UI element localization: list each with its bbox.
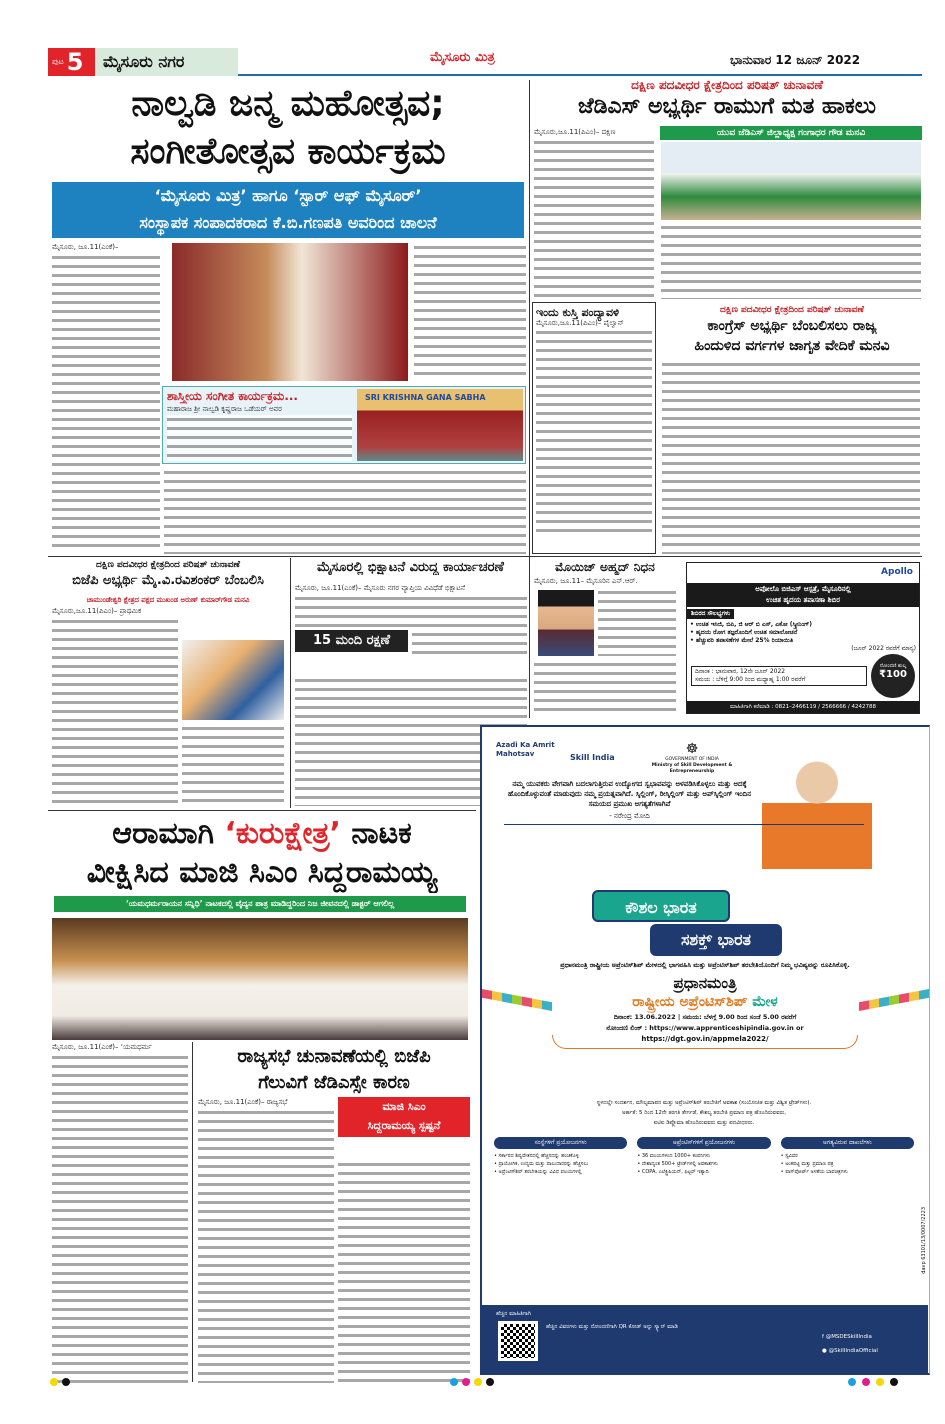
- eligibility-2: ಅರ್ಹತೆ: 5 ರಿಂದ 12ನೇ ತರಗತಿ ತೇರ್ಗಡೆ, ಕೌಶಲ್ಯ ತರಬೇತಿ ಪ್ರಮಾಣ ಪತ್ರ ಹೊಂದಿರುವವರು,: [621, 1110, 787, 1116]
- column-divider: [529, 80, 530, 560]
- wrestling-headline: ಇಂದು ಕುಸ್ತಿ ಪಂದ್ಯಾವಳಿ: [536, 306, 619, 319]
- divider: [504, 824, 864, 825]
- congress-body: [662, 360, 920, 554]
- column-item: • ಸರ್ಕಾರದ ಶಿಷ್ಯವೇತನದಲ್ಲಿ ಹೆಚ್ಚಿನದನ್ನು ಹಂಚಿಕೊಳ್ಳಿ: [494, 1153, 579, 1159]
- registration-dot: [876, 1378, 884, 1386]
- column-item: • ಸ್ವವಿವರ: [780, 1153, 798, 1159]
- header-rule: [238, 74, 922, 76]
- apollo-schedule: [691, 666, 867, 686]
- page-number: 5: [66, 48, 84, 76]
- apollo-phone: ಮಾಹಿತಿಗಾಗಿ ಕರೆಮಾಡಿ : 0821–2466119 / 2566666 / 4242788: [687, 701, 919, 713]
- facebook-text: @MSDESkillIndia: [825, 1334, 872, 1340]
- classical-music-box: [162, 386, 526, 464]
- box-line2: ಸಿದ್ದರಾಮಯ್ಯ ಸ್ಪಷ್ಟನೆ: [367, 1119, 441, 1132]
- kurukshetra-body: [52, 1053, 188, 1383]
- registration-dot: [890, 1378, 898, 1386]
- mela-title-2: [552, 994, 858, 1011]
- apollo-fee-label: ನೋಂದಣಿ ಶುಲ್ಕ: [879, 663, 907, 669]
- apollo-title-band: [687, 583, 919, 607]
- registration-dot: [450, 1378, 458, 1386]
- lead-body-col1: [52, 253, 160, 553]
- lead-banner-line1: ‘ಮೈಸೂರು ಮಿತ್ರ’ ಹಾಗೂ ‘ಸ್ಟಾರ್ ಆಫ್ ಮೈಸೂರ್’: [154, 186, 422, 205]
- page-label: ಪುಟ: [52, 57, 64, 66]
- facebook-handle[interactable]: [822, 1333, 872, 1342]
- wrestling-box: [532, 302, 656, 554]
- kurukshetra-headline-line2: ವೀಕ್ಷಿಸಿದ ಮಾಜಿ ಸಿಎಂ ಸಿದ್ದರಾಮಯ್ಯ: [86, 855, 438, 890]
- kurukshetra-dateline: ಮೈಸೂರು, ಜೂ.11(ಎಂಕೆ)– ‘ಯಮಧರ್ಮ: [52, 1043, 152, 1051]
- ad-footer: [482, 1305, 928, 1375]
- congress-headline-line2: ಹಿಂದುಳಿದ ವರ್ಗಗಳ ಜಾಗೃತ ವೇದಿಕೆ ಮನವಿ: [694, 338, 890, 354]
- twitter-text: @SkillIndiaOfficial: [828, 1348, 878, 1354]
- column-header: ಅಪ್ರೆಂಟಿಸ್‌ಗಳಿಗೆ ಪ್ರಯೋಜನಗಳು: [637, 1137, 770, 1149]
- row-divider: [48, 556, 922, 557]
- bunting-left: [482, 989, 552, 1011]
- jds-subhead: ಯುವ ಜೆಡಿಎಸ್ ಜಿಲ್ಲಾಧ್ಯಕ್ಷ ಗಂಗಾಧರ ಗೌಡ ಮನವಿ: [660, 126, 922, 140]
- ministry-logo: [647, 741, 737, 775]
- kurukshetra-photo: [52, 918, 468, 1040]
- qr-code[interactable]: [498, 1321, 538, 1361]
- mela-title-suffix: ಮೇಳ: [747, 994, 778, 1010]
- registration-dot: [62, 1378, 70, 1386]
- registration-dot: [474, 1378, 482, 1386]
- lead-body-bottom: [164, 468, 526, 554]
- bjp-subhead: ಚಾಮುಂಡೇಶ್ವರಿ ಕ್ಷೇತ್ರದ ಪಕ್ಷದ ಮುಖಂಡ ಅರುಣ್ ಕುಮಾರ್‌ಗೌಡ ಮನವಿ: [86, 596, 250, 604]
- apollo-validity: (ಜೂನ್ 2022 ರವರೆಗೆ ಮಾನ್ಯ): [851, 645, 916, 652]
- column-item: • ಅಂಕಪಟ್ಟಿ ಮತ್ತು ಪ್ರಮಾಣ ಪತ್ರ: [780, 1161, 834, 1167]
- apollo-time: ಸಮಯ : ಬೆಳಿಗ್ಗೆ 9:00 ರಿಂದ ಮಧ್ಯಾಹ್ನ 1:00 ರವರೆಗೆ: [695, 676, 806, 683]
- bjp-photo: [182, 640, 284, 720]
- benefit-column: [637, 1137, 770, 1176]
- mela-block: [552, 961, 858, 1049]
- emblem-icon: ☸: [685, 741, 699, 757]
- benefit-columns: [494, 1137, 914, 1176]
- headline-part: ನಾಟಕ: [340, 816, 412, 851]
- siddaramaiah-clarifies-box: [338, 1097, 470, 1137]
- registration-dot: [862, 1378, 870, 1386]
- apollo-brand: Apollo: [881, 567, 913, 577]
- obituary-dateline: ಮೈಸೂರು, ಜೂ.11– ಮೈಸೂರಿನ ಎನ್.ಆರ್.: [534, 577, 638, 585]
- apollo-item: • ಉಚಿತ ಇಸಿಜಿ, ಬಿಪಿ, ಜಿ ಆರ್ ಬಿ ಎಸ್, ಎಕೋ (ಸ್ಕ್ರೀನಿಂಗ್): [690, 621, 813, 628]
- lead-photo-lamp-lighting: [172, 243, 408, 381]
- obituary-portrait: [538, 590, 594, 656]
- headline-part: ಆರಾಮಾಗಿ: [112, 816, 225, 851]
- congress-headline-line1: ಕಾಂಗ್ರೆಸ್ ಅಭ್ಯರ್ಥಿ ಬೆಂಬಲಿಸಲು ರಾಜ್ಯ: [707, 318, 877, 334]
- rescued-box: 15 ಮಂದಿ ರಕ್ಷಣೆ: [295, 630, 408, 652]
- column-header: ಅಗತ್ಯವಿರುವ ದಾಖಲೆಗಳು: [781, 1137, 914, 1149]
- quote-author: - ನರೇಂದ್ರ ಮೋದಿ: [609, 812, 650, 820]
- congress-kicker: ದಕ್ಷಿಣ ಪದವೀಧರ ಕ್ಷೇತ್ರದಿಂದ ಪರಿಷತ್ ಚುನಾವಣೆ: [720, 305, 864, 315]
- davp-code: davp 63101/13/0007/2223: [921, 1207, 927, 1274]
- apollo-fee-badge: [871, 654, 915, 698]
- column-item: • ಅಪ್ರೆಂಟಿಸ್‌ಶಿಪ್ ತರಬೇತಿಯನ್ನು ವಿವಿಧ ವಲಯಗಳಲ್ಲಿ: [494, 1169, 582, 1175]
- twitter-icon: ●: [822, 1348, 829, 1354]
- row-divider: [48, 810, 476, 811]
- apollo-fee: ₹100: [879, 669, 907, 680]
- obituary-body-side: [598, 588, 676, 656]
- apollo-date: ದಿನಾಂಕ : ಭಾನುವಾರ, 12ನೇ ಜೂನ್ 2022: [695, 668, 786, 675]
- jds-press-photo: [661, 142, 921, 220]
- skill-india-logo: Skill India: [570, 753, 615, 762]
- lead-body-col3: [414, 243, 526, 381]
- benefit-column: [781, 1137, 914, 1176]
- kaushal-bharat-tag: ಕೌಶಲ ಭಾರತ: [592, 890, 730, 922]
- box-title: ಶಾಸ್ತ್ರೀಯ ಸಂಗೀತ ಕಾರ್ಯಕ್ರಮ...: [167, 389, 298, 403]
- facebook-icon: f: [822, 1334, 826, 1340]
- lead-banner: [52, 182, 524, 238]
- modi-portrait: [762, 749, 872, 869]
- masthead-logo: ಮೈಸೂರು ಮಿತ್ರ: [430, 50, 495, 65]
- bjp-headline: ಬಿಜೆಪಿ ಅಭ್ಯರ್ಥಿ ಮೈ.ವಿ.ರವಿಶಂಕರ್ ಬೆಂಬಲಿಸಿ: [72, 573, 264, 588]
- quote-block: [502, 779, 757, 825]
- apollo-items: [687, 619, 919, 653]
- column-divider: [529, 558, 530, 718]
- wrestling-dateline: ಮೈಸೂರು,ಜೂ.11(ಪಿಎಂ)– ಪೈಲ್ವಾನ್: [536, 319, 624, 327]
- apollo-title-1: ಅಪೋಲೊ ಬಿಜಿಎಸ್ ಆಸ್ಪತ್ರೆ, ಮೈಸೂರಿನಲ್ಲಿ: [755, 585, 851, 593]
- issue-date: ಭಾನುವಾರ 12 ಜೂನ್ 2022: [730, 53, 861, 67]
- govt-label: GOVERNMENT OF INDIA: [665, 757, 719, 762]
- wrestling-body: [536, 328, 652, 538]
- beggary-body-side: [412, 630, 527, 654]
- rajyasabha-dateline: ಮೈಸೂರು, ಜೂ.11(ಎಂಕೆ)– ರಾಜ್ಯಸಭೆ: [198, 1098, 288, 1106]
- lead-banner-line2: ಸಂಸ್ಥಾಪಕ ಸಂಪಾದಕರಾದ ಕೆ.ಬಿ.ಗಣಪತಿ ಅವರಿಂದ ಚಾಲನೆ: [139, 213, 437, 232]
- ministry-label: Ministry of Skill Development & Entrepreneurship: [651, 763, 733, 774]
- column-item: • ದೇಶಾದ್ಯಂತ 500+ ಟ್ರೇಡ್‌ಗಳಲ್ಲಿ ಅವಕಾಶಗಳು: [637, 1161, 718, 1167]
- lead-headline-line2: ಸಂಗೀತೋತ್ಸವ ಕಾರ್ಯಕ್ರಮ: [130, 131, 446, 172]
- column-item: • 36 ವಲಯಗಳಿಂದ 1000+ ಕಂಪನಿಗಳು: [637, 1153, 711, 1159]
- column-divider: [290, 558, 291, 808]
- bjp-kicker: ದಕ್ಷಿಣ ಪದವೀಧರ ಕ್ಷೇತ್ರದಿಂದ ಪರಿಷತ್ ಚುನಾವಣೆ: [96, 560, 240, 570]
- bunting-right: [859, 989, 929, 1011]
- qr-text: ಹೆಚ್ಚಿನ ವಿವರಗಳು ಮತ್ತು ನೋಂದಣಿಗಾಗಿ QR ಕೋಡ್ ಅನ್ನು ಸ್ಕ್ಯಾನ್ ಮಾಡಿ: [546, 1324, 678, 1330]
- obituary-headline: ಮೊಯಿಜ್ ಅಹ್ಮದ್ ನಿಧನ: [555, 560, 655, 574]
- column-header: ಸಂಸ್ಥೆಗಳಿಗೆ ಪ್ರಯೋಜನಗಳು: [494, 1137, 627, 1149]
- registration-link-2[interactable]: https://dgt.gov.in/appmela2022/: [552, 1035, 858, 1049]
- headline-highlight: ‘ಕುರುಕ್ಷೇತ್ರ’: [224, 816, 341, 851]
- mela-title-1: ಪ್ರಧಾನಮಂತ್ರಿ: [673, 974, 737, 992]
- registration-dot: [462, 1378, 470, 1386]
- jds-body-col2: [661, 223, 921, 299]
- column-divider: [192, 1042, 193, 1382]
- rajyasabha-headline-line1: ರಾಜ್ಯಸಭೆ ಚುನಾವಣೆಯಲ್ಲಿ ಬಿಜೆಪಿ: [237, 1046, 431, 1067]
- column-item: • ಪ್ರಾಯೋಗಿಕ, ಉದ್ಯಮ ಮತ್ತು ಪಾಲುದಾರರನ್ನು ಹೆಚ್ಚಿಸಲು: [494, 1161, 589, 1167]
- rajyasabha-body-col1: [198, 1108, 334, 1383]
- beggary-dateline: ಮೈಸೂರು, ಜೂ.11(ಎಂಕೆ)– ಮೈಸೂರು ನಗರ ವ್ಯಾಪ್ತಿಯ ವಿವಿಧೆಡೆ ಭಿಕ್ಷಾಟನೆ: [295, 584, 466, 592]
- page-number-badge: [48, 48, 95, 76]
- kurukshetra-subhead: ‘ಯಮಧರ್ಮರಾಯನ ಸನ್ನಿಧಿ’ ನಾಟಕದಲ್ಲಿ ವೈದ್ಯನ ಪಾತ್ರ ಮಾಡಿದ್ದರಿಂದ ನಿಜ ಜೀವನದಲ್ಲಿ ಡಾಕ್ಟರ್ ಆಗಲಿಲ್ಲ: [54, 896, 466, 912]
- beggary-headline: ಮೈಸೂರಲ್ಲಿ ಭಿಕ್ಷಾಟನೆ ವಿರುದ್ಧ ಕಾರ್ಯಾಚರಣೆ: [317, 560, 504, 575]
- column-item: • ಪಾಸ್‌ಪೋರ್ಟ್ ಅಳತೆಯ ಭಾವಚಿತ್ರಗಳು: [780, 1169, 848, 1175]
- rajyasabha-body-col2: [338, 1160, 470, 1383]
- jds-body-col1: [534, 138, 654, 298]
- registration-dot: [486, 1378, 494, 1386]
- skill-india-ad[interactable]: [480, 725, 930, 1375]
- apollo-item: • ಹೆಚ್ಚುವರಿ ತಪಾಸಣೆಗಳ ಮೇಲೆ 25% ರಿಯಾಯಿತಿ: [690, 637, 793, 644]
- bjp-body: [52, 617, 178, 807]
- eligibility-3: ಐಟಿಐ ಡಿಪ್ಲೊಮಾ ಹೊಂದಿರುವವರು ಮತ್ತು ಪದವೀಧರರು.: [653, 1120, 755, 1126]
- gana-sabha-sign: SRI KRISHNA GANA SABHA: [365, 393, 486, 402]
- modi-quote: ನಮ್ಮ ಯುವಕರು ವೇಗವಾಗಿ ಬದಲಾಗುತ್ತಿರುವ ಉದ್ಯೋಗದ ಸ್ವಭಾವವನ್ನು ಅಳವಡಿಸಿಕೊಳ್ಳಲು ಮತ್ತು ಅದಕ್ಕೆ ಹೊಂದಿಕೊಳ್ಳುವಂತೆ ಮಾಡುವುದು ನಮ್ಮ ಪ್ರಯತ್ನವಾಗಿದೆ. ಸ್ಕಿಲ್ಲಿಂಗ್, ರೀಸ್ಕಿಲ್ಲಿಂಗ್ ಮತ್ತು ಅಪ್‌ಸ್ಕಿಲ್ಲಿಂಗ್ ಇಂದಿನ ಸಮಯದ ಪ್ರಮುಖ ಅಗತ್ಯತೆಗಳಾಗಿವೆ: [507, 780, 752, 808]
- jds-headline: ಜೆಡಿಎಸ್ ಅಭ್ಯರ್ಥಿ ರಾಮುಗೆ ಮತ ಹಾಕಲು: [577, 94, 877, 119]
- apollo-item: • ಹೃದಯ ರೋಗ ತಜ್ಞರೊಂದಿಗೆ ಉಚಿತ ಸಮಾಲೋಚನೆ: [690, 629, 798, 636]
- registration-dot: [50, 1378, 58, 1386]
- box-line1: ಮಾಜಿ ಸಿಎಂ: [382, 1100, 426, 1113]
- lead-dateline: ಮೈಸೂರು, ಜೂ.11(ಎಂಕೆ)–: [52, 243, 119, 251]
- qr-title: ಹೆಚ್ಚಿನ ಮಾಹಿತಿಗಾಗಿ: [496, 1311, 531, 1317]
- apollo-ad[interactable]: [686, 562, 920, 714]
- box-lead: ಮಹಾರಾಜ ಶ್ರೀ ನಾಲ್ವಡಿ ಕೃಷ್ಣರಾಜ ಒಡೆಯರ್ ಅವರ: [167, 405, 282, 413]
- jds-kicker: ದಕ್ಷಿಣ ಪದವೀಧರ ಕ್ಷೇತ್ರದಿಂದ ಪರಿಷತ್ ಚುನಾವಣೆ: [631, 78, 823, 92]
- apollo-facilities-label: ಶಿಬಿರದ ಸೌಲಭ್ಯಗಳು: [687, 609, 734, 619]
- bjp-body-2: [182, 724, 284, 808]
- rajyasabha-headline-line2: ಗೆಲುವಿಗೆ ಜೆಡಿಎಸ್ಸೇ ಕಾರಣ: [258, 1072, 410, 1093]
- mela-date: ದಿನಾಂಕ: 13.06.2022 | ಸಮಯ: ಬೆಳಗ್ಗೆ 9.00 ರಿಂದ ಸಂಜೆ 5.00 ರವರೆಗೆ: [613, 1013, 797, 1021]
- box-body: [167, 415, 352, 461]
- mela-title-highlight: ರಾಷ್ಟ್ರೀಯ ಅಪ್ರೆಂಟಿಸ್‌ಶಿಪ್: [632, 994, 748, 1010]
- bjp-dateline: ಮೈಸೂರು,ಜೂ.11(ಪಿಎಂ)– ಪ್ರಾಥಮಿಕ: [52, 607, 142, 615]
- eligibility-1: ಸ್ಥಳದಲ್ಲೇ ಸಂದರ್ಶನ, ಮೌಲ್ಯಮಾಪನ ಮತ್ತು ಅಪ್ರೆಂಟಿಸ್‌ಶಿಪ್ ತರಬೇತಿಗೆ ಅವಕಾಶ (ಸಂಯೋಜಿತ ಮತ್ತು ವಿಶ್ವಿತ ಟ್ರೇಡ್‌ಗಳು).: [596, 1100, 812, 1106]
- obituary-body: [534, 660, 676, 714]
- column-item: • COPA, ಎಲೆಕ್ಟ್ರಿಷಿಯನ್, ಫಿಟ್ಟರ್ ಇತ್ಯಾದಿ: [637, 1169, 709, 1175]
- sashakt-bharat-tag: ಸಶಕ್ತ್ ಭಾರತ: [650, 924, 782, 956]
- concert-photo: [357, 389, 523, 461]
- twitter-handle[interactable]: [822, 1347, 878, 1356]
- registration-dot: [848, 1378, 856, 1386]
- jds-dateline: ಮೈಸೂರು,ಜೂ.11(ಪಿಎಂ)– ದಕ್ಷಿಣ: [534, 128, 616, 136]
- registration-link-1[interactable]: ನೋಂದಣಿ ಲಿಂಕ್ : https://www.apprenticeshipindia.gov.in or: [606, 1024, 804, 1032]
- lower-block: [494, 1099, 914, 1176]
- azadi-logo: Azadi Ka Amrit Mahotsav: [496, 741, 555, 758]
- beggary-body-top: [295, 594, 527, 628]
- apollo-logo: [687, 563, 919, 583]
- ad-intro: ಪ್ರಧಾನಮಂತ್ರಿ ರಾಷ್ಟ್ರೀಯ ಅಪ್ರೆಂಟಿಸ್‌ಶಿಪ್ ಮೇಳದಲ್ಲಿ ಭಾಗವಹಿಸಿ ಮತ್ತು ಅಪ್ರೆಂಟಿಸ್‌ಶಿಪ್ ತರಬೇತಿಯೊಂದಿಗೆ ನಿಮ್ಮ ಭವಿಷ್ಯವನ್ನು ರೂಪಿಸಿಕೊಳ್ಳಿ.: [560, 961, 850, 969]
- section-title: ಮೈಸೂರು ನಗರ: [95, 48, 238, 76]
- apollo-title-2: ಉಚಿತ ಹೃದಯ ತಪಾಸಣಾ ಶಿಬಿರ: [766, 596, 840, 604]
- lead-headline-line1: ನಾಲ್ವಡಿ ಜನ್ಮ ಮಹೋತ್ಸವ;: [131, 83, 445, 124]
- benefit-column: [494, 1137, 627, 1176]
- kurukshetra-headline-line1: [48, 814, 476, 854]
